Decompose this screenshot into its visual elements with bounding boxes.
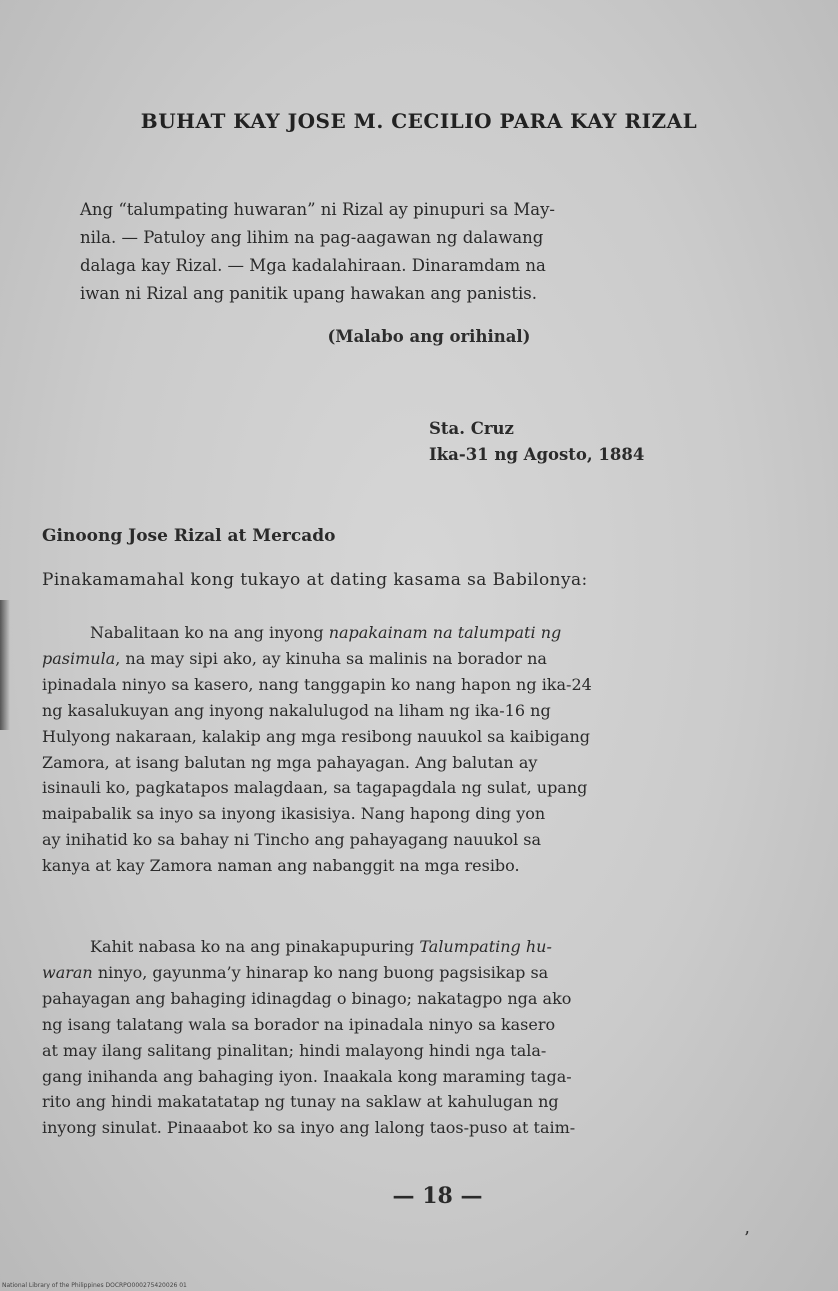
italic-run: waran	[42, 962, 93, 982]
text-run: Kahit nabasa ko na ang pinakapupuring	[90, 937, 420, 956]
paragraph-line	[42, 646, 812, 672]
greeting: Pinakamamahal kong tukayo at dating kasama sa Babilonya:	[42, 570, 588, 590]
paragraph-line	[42, 620, 812, 646]
paragraph-line: gang inihanda ang bahaging iyon. Inaakala kong maraming taga-	[42, 1066, 572, 1086]
paragraph-line: Zamora, at isang balutan ng mga pahayagan. Ang balutan ay	[42, 752, 538, 772]
binding-shadow	[0, 600, 10, 730]
summary-line: Ang “talumpating huwaran” ni Rizal ay pinupuri sa May-	[80, 200, 555, 219]
paragraph-line	[42, 960, 812, 986]
paragraph-line: at may ilang salitang pinalitan; hindi malayong hindi nga tala-	[42, 1040, 547, 1060]
summary-line: nila. — Patuloy ang lihim na pag-aagawan ng dalawang	[80, 228, 544, 247]
chapter-title: BUHAT KAY JOSE M. CECILIO PARA KAY RIZAL	[140, 109, 698, 133]
paragraph-line: inyong sinulat. Pinaaabot ko sa inyo ang lalong taos-puso at taim-	[42, 1118, 576, 1138]
chapter-summary	[80, 196, 766, 308]
editorial-note: (Malabo ang orihinal)	[327, 327, 531, 346]
text-run: , na may sipi ako, ay kinuha sa malinis na borador na	[115, 648, 547, 668]
ink-mark: ’	[744, 1228, 750, 1249]
paragraph-line: ay inihatid ko sa bahay ni Tincho ang pahayagang nauukol sa	[42, 830, 542, 850]
summary-line: iwan ni Rizal ang panitik upang hawakan ang panistis.	[80, 284, 537, 303]
text-run: Nabalitaan ko na ang inyong	[90, 623, 329, 642]
paragraph-line: ng isang talatang wala sa borador na ipinadala ninyo sa kasero	[42, 1014, 556, 1034]
paragraph-line: isinauli ko, pagkatapos malagdaan, sa tagapagdala ng sulat, upang	[42, 778, 588, 798]
letter-place: Sta. Cruz	[429, 419, 514, 438]
paragraph-line	[42, 934, 812, 960]
paragraph-line: ng kasalukuyan ang inyong nakalulugod na liham ng ika-16 ng	[42, 700, 551, 720]
paragraph-2	[42, 934, 812, 1141]
letter-date: Ika-31 ng Agosto, 1884	[429, 445, 645, 464]
summary-line: dalaga kay Rizal. — Mga kadalahiraan. Dinaramdam na	[80, 256, 546, 275]
scan-credit: National Library of the Philippines DOCRPO000275420026 01	[2, 1282, 187, 1289]
paragraph-line: pahayagan ang bahaging idinagdag o binago; nakatagpo nga ako	[42, 988, 572, 1008]
paragraph-line: Hulyong nakaraan, kalakip ang mga resibong nauukol sa kaibigang	[42, 726, 591, 746]
paragraph-line: kanya at kay Zamora naman ang nabanggit na mga resibo.	[42, 856, 520, 876]
paragraph-1	[42, 620, 812, 879]
italic-run: pasimula	[42, 648, 116, 668]
italic-run: napakainam na talumpati ng	[328, 623, 562, 642]
paragraph-line: ipinadala ninyo sa kasero, nang tanggapin ko nang hapon ng ika-24	[42, 674, 592, 694]
text-run: ninyo, gayunma’y hinarap ko nang buong pagsisikap sa	[92, 962, 549, 982]
salutation: Ginoong Jose Rizal at Mercado	[42, 526, 336, 546]
letter-heading	[429, 416, 644, 468]
page-number: — 18 —	[392, 1183, 483, 1209]
paragraph-line: rito ang hindi makatatatap ng tunay na saklaw at kahulugan ng	[42, 1092, 559, 1112]
italic-run: Talumpating hu-	[419, 937, 552, 956]
paragraph-line: maipabalik sa inyo sa inyong ikasisiya. Nang hapong ding yon	[42, 804, 546, 824]
